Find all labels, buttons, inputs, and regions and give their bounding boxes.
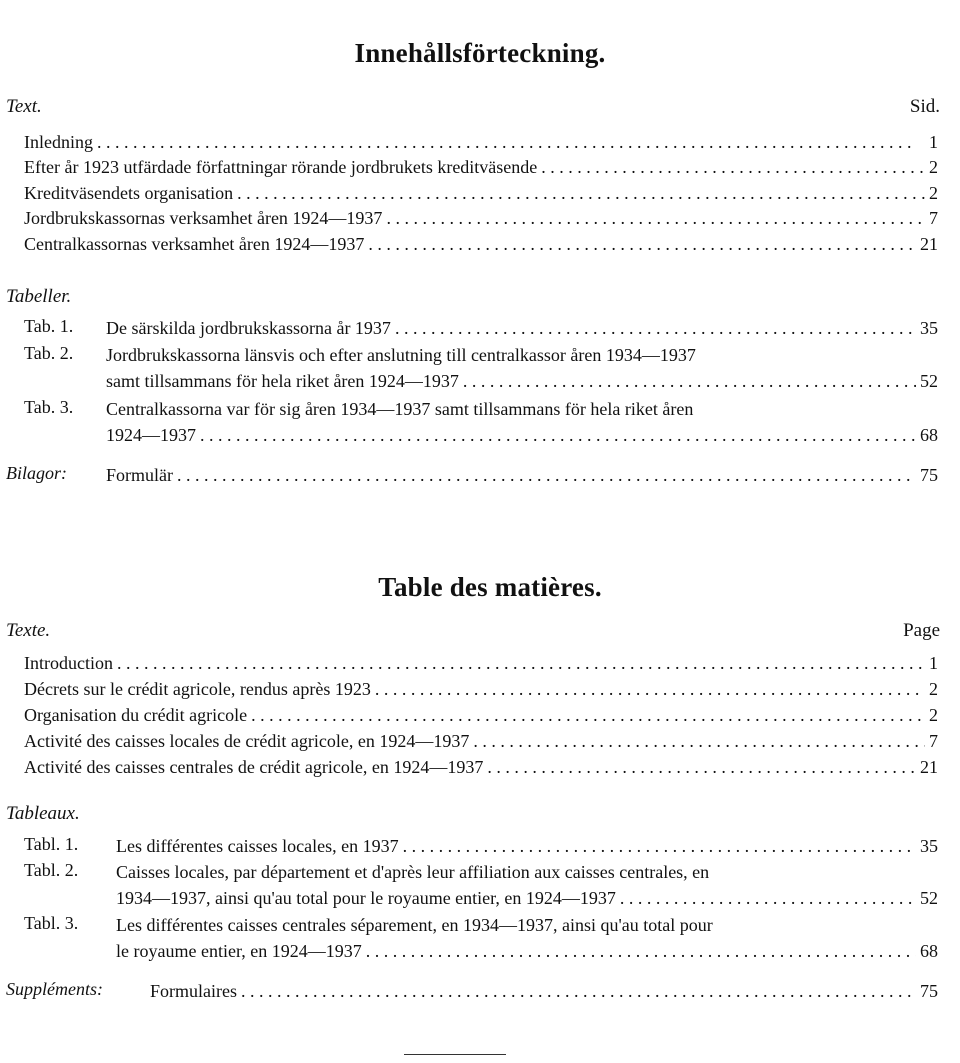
- fr-entry-page: 21: [920, 757, 938, 777]
- sv-table-number: Tab. 2.: [24, 343, 74, 363]
- sv-appendix-label: Formulär: [106, 465, 173, 485]
- sv-entry-label: Centralkassornas verksamhet åren 1924—1937: [24, 234, 365, 254]
- french-title: Table des matières.: [378, 572, 602, 602]
- fr-table-title: Caisses locales, par département et d'après leur affiliation aux caisses centrales, en: [116, 862, 710, 882]
- swedish-title: Innehållsförteckning.: [354, 38, 606, 68]
- sv-entry-label: Inledning: [24, 132, 93, 152]
- fr-appendix-entry: [150, 979, 938, 1003]
- fr-entry-label: Activité des caisses locales de crédit agricole, en 1924—1937: [24, 731, 470, 751]
- sv-table-entry: [106, 316, 938, 340]
- fr-table-entry: [116, 834, 938, 858]
- sv-table-number: Tab. 3.: [24, 397, 74, 417]
- fr-table-number: Tabl. 3.: [24, 913, 79, 933]
- sv-entry-page: 21: [920, 234, 938, 254]
- sv-table-page: 68: [920, 425, 938, 445]
- sv-entry-page: 7: [929, 208, 938, 228]
- fr-table-page: 35: [920, 836, 938, 856]
- sv-table-page: 52: [920, 371, 938, 391]
- fr-appendix-page: 75: [920, 981, 938, 1001]
- fr-entry-label: Décrets sur le crédit agricole, rendus après 1923: [24, 679, 371, 699]
- fr-table-title: Les différentes caisses centrales séparement, en 1934—1937, ainsi qu'au total pour: [116, 915, 713, 935]
- sv-table-entry-cont: [106, 369, 938, 393]
- fr-table-title: Les différentes caisses locales, en 1937: [116, 836, 399, 856]
- fr-table-page: 52: [920, 888, 938, 908]
- fr-table-title-cont: le royaume entier, en 1924—1937: [116, 941, 362, 961]
- fr-table-entry-cont: [116, 939, 938, 963]
- fr-toc-entry: [24, 677, 938, 701]
- sv-toc-entry: [24, 232, 938, 256]
- fr-table-title-cont: 1934—1937, ainsi qu'au total pour le royaume entier, en 1924—1937: [116, 888, 616, 908]
- sv-table-title: Centralkassorna var för sig åren 1934—1937 samt tillsammans för hela riket åren: [106, 399, 694, 419]
- sv-table-title-cont: 1924—1937: [106, 425, 196, 445]
- sv-entry-label: Jordbrukskassornas verksamhet åren 1924—1937: [24, 208, 383, 228]
- sv-appendix-page: 75: [920, 465, 938, 485]
- fr-toc-entry: [24, 729, 938, 753]
- sv-entry-page: 2: [929, 157, 938, 177]
- fr-table-entry-cont: [116, 886, 938, 910]
- sv-table-page: 35: [920, 318, 938, 338]
- fr-tables-heading: Tableaux.: [6, 803, 80, 824]
- fr-entry-page: 7: [929, 731, 938, 751]
- fr-text-heading: Texte.: [6, 620, 51, 641]
- fr-appendix-label: Formulaires: [150, 981, 237, 1001]
- fr-entry-page: 2: [929, 705, 938, 725]
- sv-entry-page: 1: [929, 132, 938, 152]
- fr-entry-page: 2: [929, 679, 938, 699]
- fr-table-page: 68: [920, 941, 938, 961]
- sv-toc-entry: [24, 181, 938, 205]
- sv-text-heading: Text.: [6, 96, 42, 117]
- fr-entry-page: 1: [929, 653, 938, 673]
- sv-entry-label: Efter år 1923 utfärdade författningar rörande jordbrukets kreditväsende: [24, 157, 538, 177]
- fr-toc-entry: [24, 755, 938, 779]
- sv-entry-page: 2: [929, 183, 938, 203]
- fr-entry-label: Introduction: [24, 653, 113, 673]
- sv-entry-label: Kreditväsendets organisation: [24, 183, 234, 203]
- fr-toc-entry: [24, 651, 938, 675]
- sv-table-title: Jordbrukskassorna länsvis och efter anslutning till centralkassor åren 1934—1937: [106, 345, 696, 365]
- bottom-rule: [404, 1054, 506, 1055]
- fr-toc-entry: [24, 703, 938, 727]
- sv-table-title: De särskilda jordbrukskassorna år 1937: [106, 318, 391, 338]
- fr-entry-label: Activité des caisses centrales de crédit agricole, en 1924—1937: [24, 757, 484, 777]
- sv-toc-entry: [24, 130, 938, 154]
- sv-appendix-entry: [106, 463, 938, 487]
- sv-toc-entry: [24, 155, 938, 179]
- sv-table-entry-cont: [106, 423, 938, 447]
- sv-appendix-heading: Bilagor:: [6, 463, 67, 483]
- fr-table-number: Tabl. 2.: [24, 860, 79, 880]
- fr-entry-label: Organisation du crédit agricole: [24, 705, 248, 725]
- sv-page-heading: Sid.: [909, 96, 940, 117]
- fr-table-number: Tabl. 1.: [24, 834, 79, 854]
- sv-table-title-cont: samt tillsammans för hela riket åren 1924—1937: [106, 371, 459, 391]
- sv-tables-heading: Tabeller.: [6, 286, 72, 307]
- fr-page-heading: Page: [903, 620, 940, 641]
- fr-appendix-heading: Suppléments:: [6, 979, 103, 999]
- sv-toc-entry: [24, 206, 938, 230]
- sv-table-number: Tab. 1.: [24, 316, 74, 336]
